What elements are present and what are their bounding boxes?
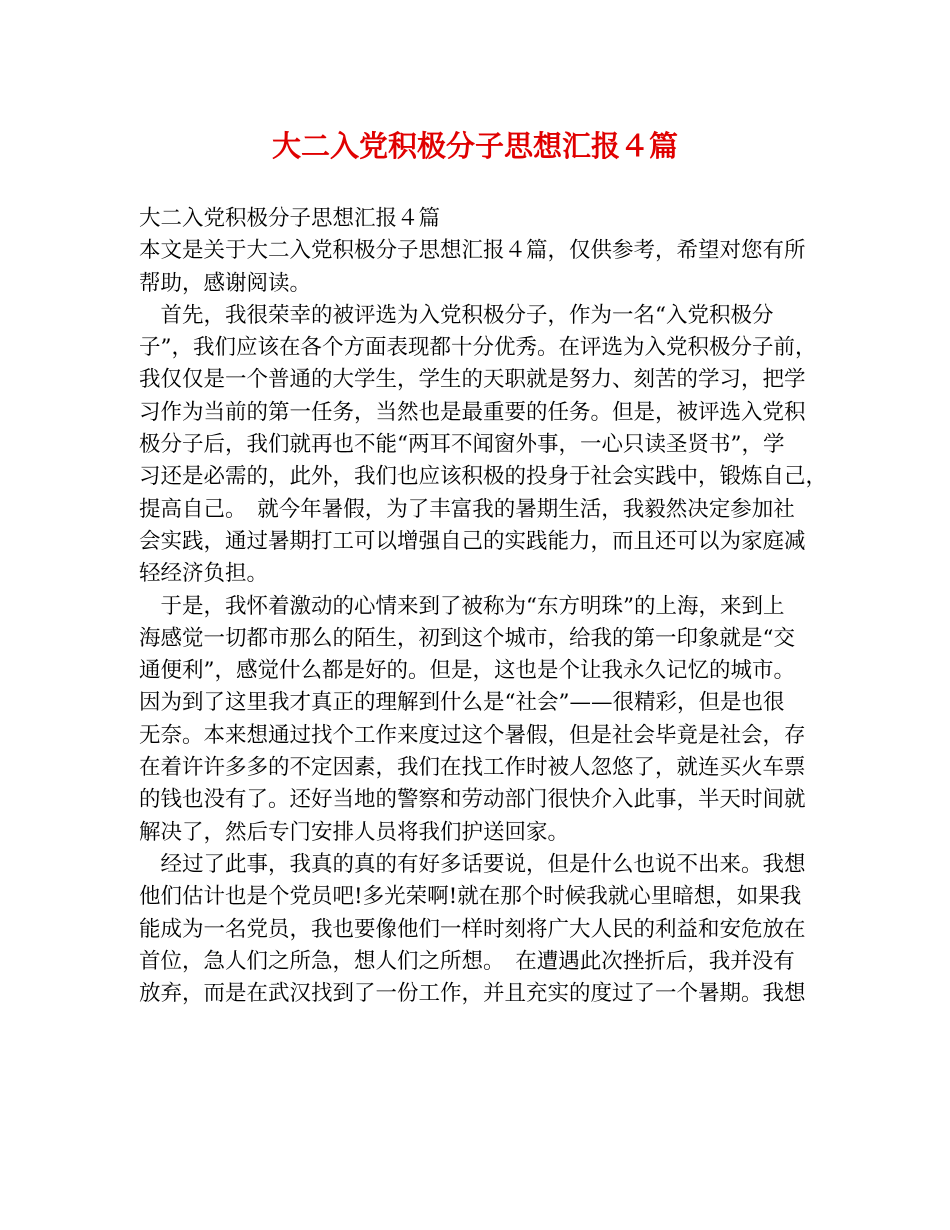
text-line: 会实践，通过暑期打工可以增强自己的实践能力，而且还可以为家庭减	[139, 528, 806, 554]
text-line: 提高自己。 就今年暑假，为了丰富我的暑期生活，我毅然决定参加社	[139, 496, 795, 522]
text-line: 通便利”，感觉什么都是好的。但是，这也是个让我永久记忆的城市。	[139, 658, 795, 684]
text-line: 首位，急人们之所急，想人们之所想。 在遭遇此次挫折后，我并没有	[139, 948, 795, 974]
document-title: 大二入党积极分子思想汇报４篇	[271, 129, 678, 163]
text-line: 大二入党积极分子思想汇报４篇	[139, 206, 441, 231]
text-line: 因为到了这里我才真正的理解到什么是“社会”——很精彩，但是也很	[139, 690, 785, 716]
text-line: 本文是关于大二入党积极分子思想汇报４篇，仅供参考，希望对您有所	[139, 238, 806, 264]
text-line: 经过了此事，我真的真的有好多话要说，但是什么也说不出来。我想	[139, 851, 806, 877]
text-line: 解决了，然后专门安排人员将我们护送回家。	[139, 819, 570, 845]
text-line: 在着许许多多的不定因素，我们在找工作时被人忽悠了，就连买火车票	[139, 755, 806, 781]
text-line: 放弃，而是在武汉找到了一份工作，并且充实的度过了一个暑期。我想	[139, 981, 806, 1007]
text-line: 他们估计也是个党员吧!多光荣啊!就在那个时候我就心里暗想，如果我	[139, 884, 802, 910]
text-line: 的钱也没有了。还好当地的警察和劳动部门很快介入此事，半天时间就	[139, 787, 806, 813]
text-line: 习作为当前的第一任务，当然也是最重要的任务。但是，被评选入党积	[139, 399, 806, 425]
text-line: 帮助，感谢阅读。	[139, 270, 312, 296]
text-line: 于是，我怀着激动的心情来到了被称为“东方明珠”的上海，来到上	[139, 593, 785, 619]
text-line: 极分子后，我们就再也不能“两耳不闻窗外事，一心只读圣贤书”，学	[139, 432, 785, 458]
text-line: 无奈。本来想通过找个工作来度过这个暑假，但是社会毕竟是社会，存	[139, 722, 806, 748]
text-line: 能成为一名党员，我也要像他们一样时刻将广大人民的利益和安危放在	[139, 916, 806, 942]
text-line: 海感觉一切都市那么的陌生，初到这个城市，给我的第一印象就是“交	[139, 625, 795, 651]
text-line: 习还是必需的，此外，我们也应该积极的投身于社会实践中，锻炼自己，	[139, 464, 828, 490]
text-line: 我仅仅是一个普通的大学生，学生的天职就是努力、刻苦的学习，把学	[139, 367, 806, 393]
text-line: 轻经济负担。	[139, 561, 269, 587]
text-line: 子”，我们应该在各个方面表现都十分优秀。在评选为入党积极分子前，	[139, 335, 817, 361]
document-body	[139, 203, 828, 1010]
text-line: 首先，我很荣幸的被评选为入党积极分子，作为一名“入党积极分	[139, 302, 774, 328]
